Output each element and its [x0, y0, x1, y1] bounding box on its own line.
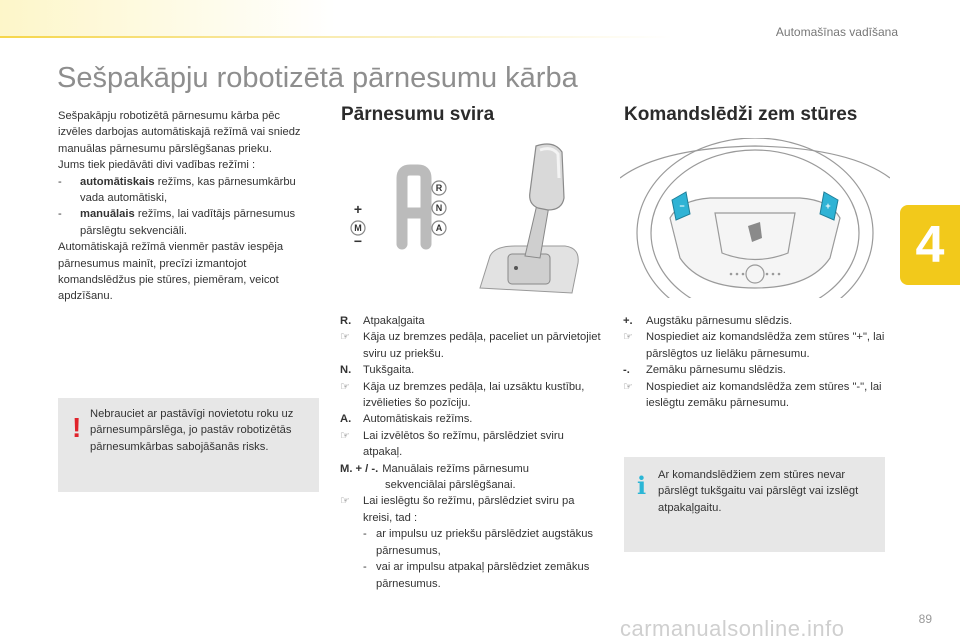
warning-box: [58, 398, 319, 492]
manual-line-2: sekvenciālai pārslēgšanai.: [385, 479, 516, 492]
section-name: Automašīnas vadīšana: [775, 25, 898, 39]
gate-label-n: N: [435, 203, 443, 213]
paddle-minus-sign: −: [679, 201, 685, 211]
watermark: carmanualsonline.info: [620, 616, 845, 640]
finger-icon: ☞: [623, 380, 634, 393]
chapter-number: 4: [915, 216, 945, 274]
paddle-plus-sign: +: [825, 201, 831, 211]
gate-label-a: A: [435, 223, 443, 233]
gear-lever-illustration: [340, 138, 595, 298]
lever-heading: Pārnesumu svira: [341, 104, 495, 125]
steering-wheel-illustration: [620, 138, 890, 298]
paddle-step: ☞ Nospiediet aiz komandslēdža zem stūres "-", lai ieslēgtu zemāku pārnesumu.: [623, 379, 888, 412]
mode-bullet-manual: [58, 206, 313, 239]
lever-step: ☞ Lai ieslēgtu šo režīmu, pārslēdziet sviru pa kreisi, tad :: [340, 493, 605, 526]
gate-label-minus: −: [353, 233, 363, 249]
lever-item-n: N. Tukšgaita.: [340, 364, 415, 377]
paddle-step: ☞ Nospiediet aiz komandslēdža zem stūres "+", lai pārslēgtos uz lielāku pārnesumu.: [623, 329, 888, 362]
mode-name-auto: automātiskais: [80, 175, 155, 188]
finger-icon: ☞: [623, 331, 634, 344]
mode-desc-auto: režīms, kas pārnesumkārbu vada automātiski,: [80, 175, 296, 205]
dashboard-line: [620, 146, 890, 178]
mode-bullet-auto: [58, 174, 313, 207]
lever-instructions: [340, 313, 605, 592]
lever-item-a: A. Automātiskais režīms.: [340, 413, 473, 426]
info-icon: i: [637, 471, 647, 500]
gate-label-m: M: [354, 223, 362, 233]
paddle-item-plus: +. Augstāku pārnesumu slēdzis.: [623, 315, 793, 327]
lever-step: ☞ Kāja uz bremzes pedāļa, paceliet un pārvietojiet sviru uz priekšu.: [340, 329, 605, 362]
position-dot: [514, 266, 518, 270]
mode-name-manual: manuālais: [80, 208, 135, 221]
lever-item-manual: M. + / -. Manuālais režīms pārnesumu: [340, 462, 529, 475]
bullet-dash: -: [58, 175, 62, 188]
finger-icon: ☞: [340, 495, 351, 508]
finger-icon: ☞: [340, 429, 351, 442]
page-number: 89: [918, 612, 932, 626]
manual-sub-item: - vai ar impulsu atpakaļ pārslēdziet zemākus pārnesumus.: [363, 561, 590, 590]
finger-icon: ☞: [340, 380, 351, 393]
paddle-item-minus: -. Zemāku pārnesumu slēdzis.: [623, 364, 786, 377]
bullet-dash: -: [58, 208, 62, 221]
gate-label-plus: +: [353, 201, 363, 217]
page-title: Sešpakāpju robotizētā pārnesumu kārba: [57, 62, 578, 94]
intro-paragraph-1: Sešpakāpju robotizētā pārnesumu kārba pēc izvēles darbojas automātiskajā režīmā vai sniedz manuālas pārnesumu pārslēgšanas prieku.: [58, 110, 301, 155]
chapter-tab: [900, 205, 960, 285]
info-box: [624, 457, 885, 552]
wheel-hub: [670, 198, 840, 288]
warning-exclamation-icon: !: [72, 412, 82, 443]
info-text: Ar komandslēdžiem zem stūres nevar pārslēgt tukšgaitu vai pārslēgt vai izslēgt atpakaļgaitu.: [658, 469, 859, 514]
finger-icon: ☞: [340, 331, 351, 344]
lever-item-r: R. Atpakaļgaita: [340, 315, 425, 327]
intro-paragraph-2: Jums tiek piedāvāti divi vadības režīmi :: [58, 159, 256, 172]
lever-step: ☞ Lai izvēlētos šo režīmu, pārslēdziet sviru atpakaļ.: [340, 428, 605, 461]
intro-text: [58, 108, 313, 305]
intro-paragraph-3: Automātiskajā režīmā vienmēr pastāv iespēja pārnesumus mainīt, precīzi izmantojot komandslēdžus pie stūres, piemēram, veicot apdzīšanu.: [58, 241, 284, 303]
gate-label-r: R: [435, 183, 443, 193]
lever-step: ☞ Kāja uz bremzes pedāļa, lai uzsāktu kustību, izvēlieties šo pozīciju.: [340, 379, 605, 412]
mode-desc-manual: režīms, lai vadītājs pārnesumus pārslēgtu sekvenciāli.: [80, 208, 296, 237]
warning-text: Nebrauciet ar pastāvīgi novietotu roku uz pārnesumpārslēga, jo pastāv robotizētās pārnesumkārbas sabojāšanās risks.: [90, 408, 294, 453]
manual-sub-item: - ar impulsu uz priekšu pārslēdziet augstākus pārnesumus,: [363, 528, 594, 557]
paddle-instructions: [623, 313, 888, 411]
paddles-heading: Komandslēdži zem stūres: [624, 104, 858, 125]
